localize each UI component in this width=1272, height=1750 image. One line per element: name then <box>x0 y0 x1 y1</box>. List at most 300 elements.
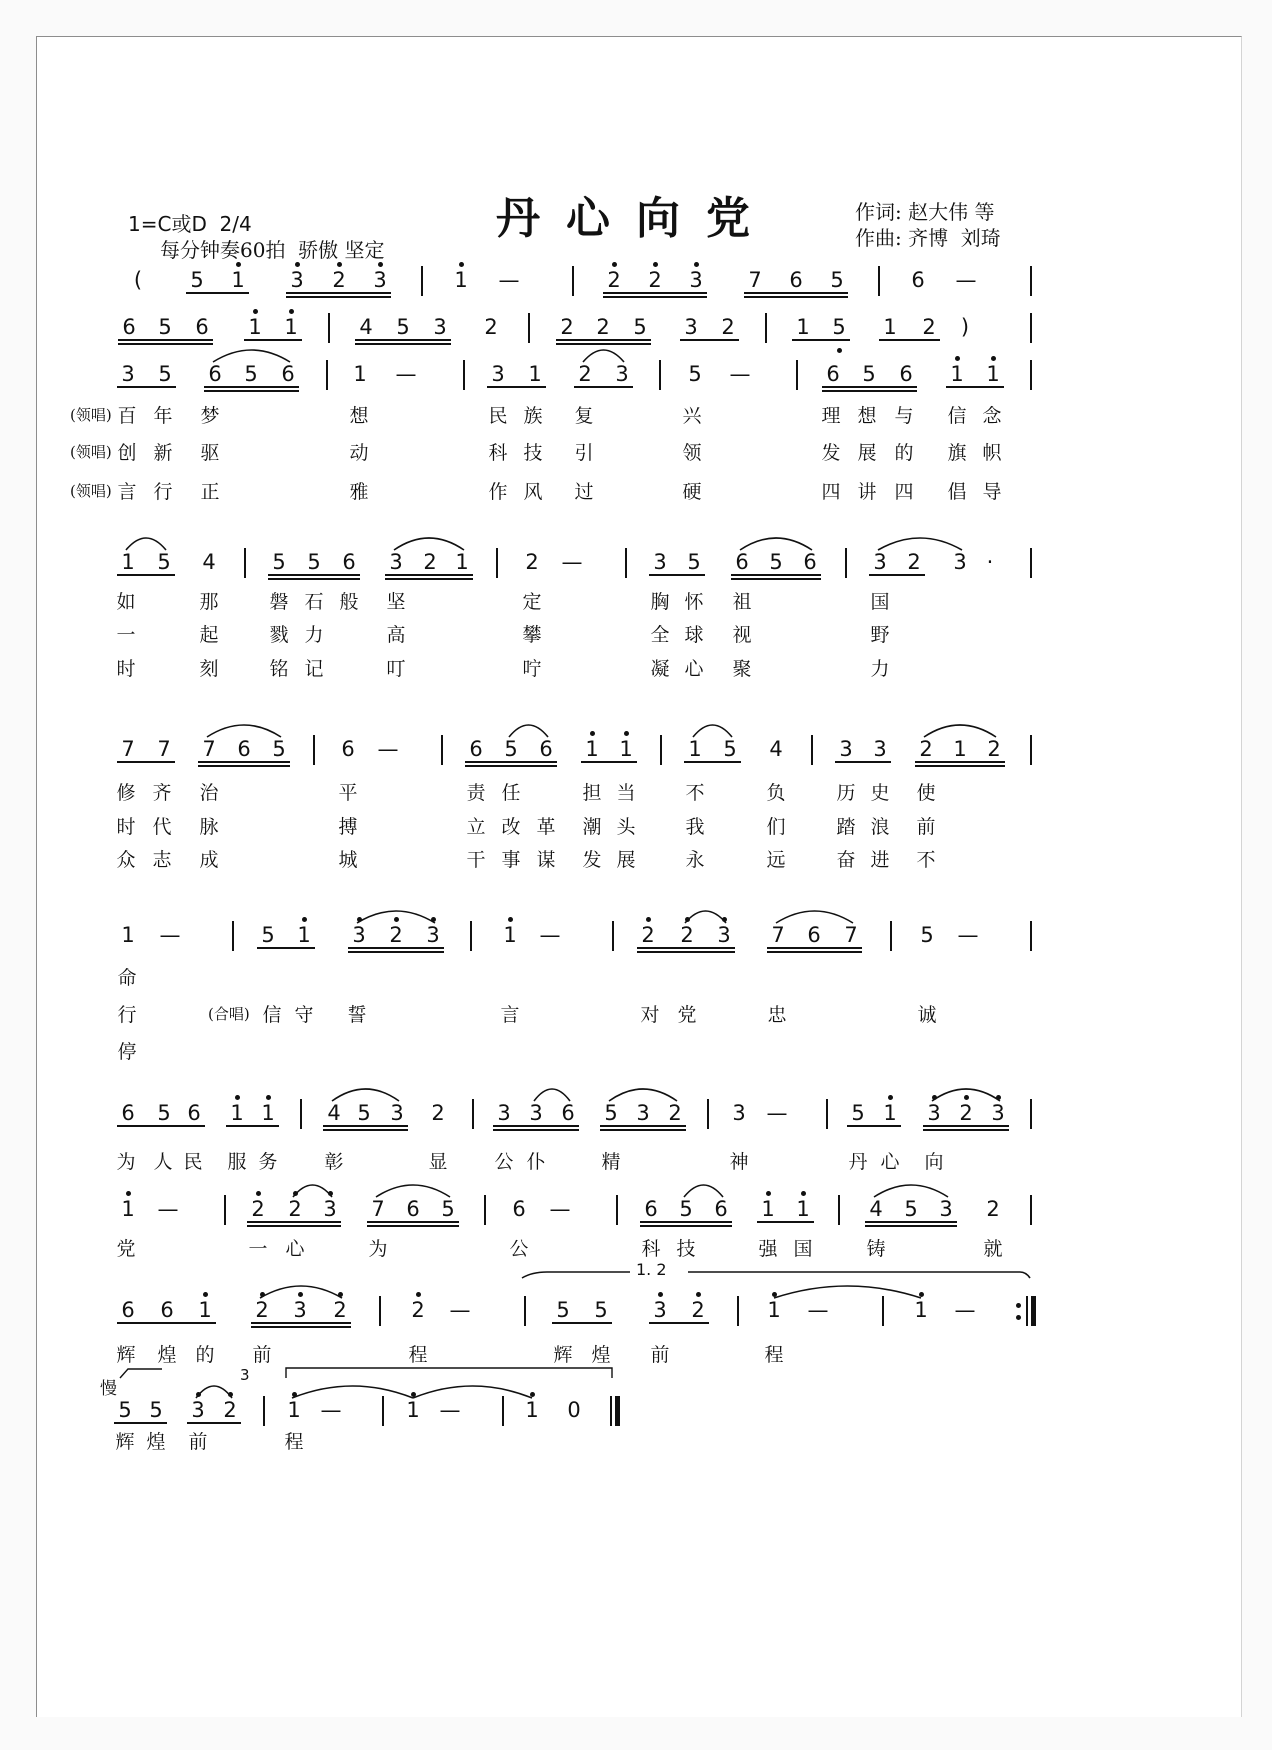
lyric-char: 永 <box>685 849 705 871</box>
lyric-char: 事 <box>501 849 521 871</box>
underline-beam <box>187 1422 241 1424</box>
note: 5 <box>633 315 647 339</box>
slur <box>213 350 290 362</box>
lyric-char: 如 <box>116 591 136 613</box>
note: 6 <box>826 362 840 386</box>
lyric-char: 负 <box>766 782 786 804</box>
underline-beam <box>367 1221 459 1223</box>
lyric-char: 国 <box>870 591 890 613</box>
note: 5 <box>157 1101 171 1125</box>
lyric-char: 修 <box>116 782 136 804</box>
underline-beam <box>114 1422 167 1424</box>
lyric-line <box>0 1147 1272 1175</box>
slur <box>534 1089 570 1101</box>
lyric-line <box>0 812 1272 840</box>
note: — <box>395 362 417 386</box>
underline-beam <box>251 1322 351 1324</box>
slur <box>332 1089 399 1101</box>
underline-beam <box>198 765 290 767</box>
note: 1 <box>455 550 469 574</box>
note: 1 <box>767 1298 781 1322</box>
lyric-line <box>0 620 1272 648</box>
part-label: (领唱) <box>70 406 112 424</box>
lyric-char: 信 <box>947 405 967 427</box>
lyric-char: 聚 <box>732 658 752 680</box>
note: 5 <box>307 550 321 574</box>
lyric-char: 心 <box>684 658 704 680</box>
lyric-char: 民 <box>183 1151 203 1173</box>
note: 1 <box>231 268 245 292</box>
slow-marking: 慢 <box>100 1379 117 1399</box>
note: 3 <box>433 315 447 339</box>
lyric-char: 科 <box>488 442 508 464</box>
note: 3 <box>684 315 698 339</box>
lyric-char: 石 <box>304 591 324 613</box>
underline-beam <box>385 578 473 580</box>
note: 3 <box>615 362 629 386</box>
note: 6 <box>735 550 749 574</box>
lyric-char: 远 <box>766 849 786 871</box>
underline-beam <box>767 947 862 949</box>
underline-beam <box>198 761 290 763</box>
lyric-char: 凝 <box>650 658 670 680</box>
note: 2 <box>525 550 539 574</box>
lyric-char: 记 <box>304 658 324 680</box>
lyric-char: 展 <box>857 442 877 464</box>
note: 5 <box>604 1101 618 1125</box>
note: 3 <box>529 1101 543 1125</box>
key-meter: 1=C或D 2/4 <box>128 212 252 236</box>
note: 7 <box>771 923 785 947</box>
note: 3 <box>426 923 440 947</box>
lyric-char: 时 <box>116 816 136 838</box>
underline-beam <box>684 761 741 763</box>
underline-beam <box>915 761 1005 763</box>
lyric-char: 头 <box>616 816 636 838</box>
underline-beam <box>946 386 1004 388</box>
note: 6 <box>342 550 356 574</box>
lyric-char: 平 <box>338 782 358 804</box>
slur <box>260 1286 342 1298</box>
lyric-char: 仆 <box>526 1151 546 1173</box>
note: 7 <box>157 737 171 761</box>
lyric-char: 言 <box>500 1004 520 1026</box>
lyric-char: 干 <box>466 849 486 871</box>
lyric-char: 神 <box>729 1151 749 1173</box>
lyric-char: 发 <box>821 442 841 464</box>
lyric-char: 历 <box>836 782 856 804</box>
note: — <box>498 268 520 292</box>
note: 3 <box>953 550 967 574</box>
slur <box>509 725 548 737</box>
note: 5 <box>441 1197 455 1221</box>
note: 6 <box>406 1197 420 1221</box>
song-title: 丹心向党 <box>496 193 776 244</box>
underline-beam <box>822 390 917 392</box>
lyric-char: 念 <box>982 405 1002 427</box>
note: — <box>954 1298 976 1322</box>
lyric-char: 程 <box>764 1344 784 1366</box>
slur-layer <box>0 520 1272 560</box>
lyric-char: 城 <box>338 849 358 871</box>
lyric-char: 新 <box>153 442 173 464</box>
note: 6 <box>121 1298 135 1322</box>
lyric-char: 旗 <box>947 442 967 464</box>
slur <box>394 538 464 550</box>
lyric-char: 公 <box>494 1151 514 1173</box>
lyric-char: 成 <box>199 849 219 871</box>
lyric-char: 命 <box>117 967 137 989</box>
music-system <box>0 352 1272 396</box>
lyric-char: 心 <box>285 1238 305 1260</box>
lyric-char: 的 <box>894 442 914 464</box>
underline-beam <box>204 390 299 392</box>
lyric-line <box>0 778 1272 806</box>
underline-beam <box>257 947 315 949</box>
part-label: (合唱) <box>208 1005 250 1023</box>
slur <box>774 1286 921 1298</box>
underline-beam <box>835 761 891 763</box>
lyric-char: 彰 <box>324 1151 344 1173</box>
underline-beam <box>915 765 1005 767</box>
underline-beam <box>247 1225 341 1227</box>
lyric-char: 与 <box>894 405 914 427</box>
note: 1 <box>619 737 633 761</box>
lyric-char: 煌 <box>591 1344 611 1366</box>
lyric-char: 对 <box>640 1004 660 1026</box>
note: 3 <box>373 268 387 292</box>
note: ) <box>960 315 970 339</box>
note: 1 <box>121 550 135 574</box>
note: 2 <box>986 1197 1000 1221</box>
lyric-char: 志 <box>152 849 172 871</box>
note: 2 <box>919 737 933 761</box>
lyric-char: 精 <box>601 1151 621 1173</box>
music-system <box>0 1366 1272 1432</box>
underline-beam <box>204 386 299 388</box>
note: 3 <box>290 268 304 292</box>
note: 5 <box>769 550 783 574</box>
lyric-char: 改 <box>501 816 521 838</box>
note: 1 <box>297 923 311 947</box>
underline-beam <box>465 761 557 763</box>
note: 5 <box>851 1101 865 1125</box>
note: 5 <box>272 550 286 574</box>
lyric-line <box>0 438 1272 466</box>
note: 3 <box>927 1101 941 1125</box>
lyric-char: 戮 <box>269 624 289 646</box>
note: 1 <box>121 1197 135 1221</box>
note: 7 <box>202 737 216 761</box>
underline-beam <box>251 1326 351 1328</box>
note: 5 <box>396 315 410 339</box>
lyric-char: 革 <box>536 816 556 838</box>
note: 5 <box>920 923 934 947</box>
note: — <box>561 550 583 574</box>
underline-beam <box>493 1129 579 1131</box>
slur <box>776 911 853 923</box>
underline-beam <box>367 1225 459 1227</box>
lyric-char: 正 <box>200 481 220 503</box>
underline-beam <box>731 578 821 580</box>
lyric-char: 不 <box>685 782 705 804</box>
lyric-char: 公 <box>509 1238 529 1260</box>
note: 2 <box>959 1101 973 1125</box>
underline-beam <box>640 1221 732 1223</box>
note: 2 <box>721 315 735 339</box>
lyric-char: 强 <box>758 1238 778 1260</box>
note: 5 <box>594 1298 608 1322</box>
note: 2 <box>680 923 694 947</box>
note: 5 <box>904 1197 918 1221</box>
note: 5 <box>149 1398 163 1422</box>
slur <box>740 538 812 550</box>
lyric-char: 刻 <box>199 658 219 680</box>
note: 3 <box>323 1197 337 1221</box>
lyric-char: 发 <box>582 849 602 871</box>
lyric-char: 辉 <box>116 1344 136 1366</box>
note: 6 <box>899 362 913 386</box>
lyric-char: 我 <box>685 816 705 838</box>
note: 5 <box>158 315 172 339</box>
lyricist-credit: 作词: 赵大伟 等 <box>855 200 995 224</box>
underline-beam <box>117 1322 216 1324</box>
lyric-line <box>0 587 1272 615</box>
lyric-char: 时 <box>116 658 136 680</box>
lyric-char: 铭 <box>269 658 289 680</box>
music-system <box>0 913 1272 957</box>
note: 3 <box>293 1298 307 1322</box>
lyric-line <box>0 1234 1272 1262</box>
slur-layer <box>0 893 1272 933</box>
lyric-char: 想 <box>349 405 369 427</box>
note: 6 <box>341 737 355 761</box>
lyric-char: 丹 <box>848 1151 868 1173</box>
lyric-char: 脉 <box>199 816 219 838</box>
slur <box>207 725 281 737</box>
lyric-char: 硬 <box>682 481 702 503</box>
slur <box>684 1185 723 1197</box>
note: 2 <box>411 1298 425 1322</box>
note: 1 <box>688 737 702 761</box>
underline-beam <box>637 947 735 949</box>
lyric-char: 行 <box>153 481 173 503</box>
note: 6 <box>208 362 222 386</box>
slur <box>583 350 624 362</box>
slur <box>932 1089 1000 1101</box>
underline-beam <box>117 761 175 763</box>
lyric-char: 族 <box>523 405 543 427</box>
volta-label: 1. 2 <box>636 1260 667 1279</box>
note: 1 <box>953 737 967 761</box>
lyric-char: 那 <box>199 591 219 613</box>
lyric-char: 忠 <box>767 1004 787 1026</box>
lyric-char: 前 <box>650 1344 670 1366</box>
note: 2 <box>578 362 592 386</box>
note: 1 <box>353 362 367 386</box>
note: 2 <box>423 550 437 574</box>
lyric-line <box>0 1037 1272 1065</box>
underline-beam <box>731 574 821 576</box>
note: 3 <box>732 1101 746 1125</box>
note: · <box>986 550 994 574</box>
note: 4 <box>327 1101 341 1125</box>
note: 1 <box>248 315 262 339</box>
lyric-char: 般 <box>339 591 359 613</box>
lyric-char: 前 <box>188 1431 208 1453</box>
slur-layer <box>0 1071 1272 1111</box>
note: 1 <box>883 1101 897 1125</box>
lyric-char: 叮 <box>386 658 406 680</box>
slur <box>293 1185 332 1197</box>
lyric-char: 务 <box>258 1151 278 1173</box>
note: 7 <box>844 923 858 947</box>
lyric-char: 治 <box>199 782 219 804</box>
lyric-char: 起 <box>199 624 219 646</box>
lyric-char: 胸 <box>650 591 670 613</box>
underline-beam <box>581 761 637 763</box>
underline-beam <box>574 386 633 388</box>
lyric-char: 磐 <box>269 591 289 613</box>
repeat-dot <box>1016 1315 1021 1320</box>
note: 6 <box>469 737 483 761</box>
note: 2 <box>484 315 498 339</box>
lyric-char: 辉 <box>553 1344 573 1366</box>
lyric-char: 浪 <box>870 816 890 838</box>
lyric-char: 攀 <box>522 624 542 646</box>
note: 3 <box>653 550 667 574</box>
lyric-char: 责 <box>466 782 486 804</box>
note: 2 <box>255 1298 269 1322</box>
underline-beam <box>465 765 557 767</box>
lyric-char: 显 <box>428 1151 448 1173</box>
slur <box>878 538 962 550</box>
underline-beam <box>552 1322 612 1324</box>
lyric-line <box>0 654 1272 682</box>
underline-beam <box>822 386 917 388</box>
lyric-char: 全 <box>650 624 670 646</box>
lyric-char: 怀 <box>684 591 704 613</box>
lyric-char: 四 <box>894 481 914 503</box>
note: — <box>157 1197 179 1221</box>
note: 5 <box>830 268 844 292</box>
lyric-char: 技 <box>523 442 543 464</box>
note: 6 <box>187 1101 201 1125</box>
note: ( <box>133 268 143 292</box>
lyric-line <box>0 401 1272 429</box>
note: 6 <box>237 737 251 761</box>
lyric-char: 力 <box>304 624 324 646</box>
lyric-char: 人 <box>153 1151 173 1173</box>
note: 5 <box>688 362 702 386</box>
lyric-char: 们 <box>766 816 786 838</box>
underline-beam <box>637 951 735 953</box>
slur <box>693 725 732 737</box>
note: 0 <box>567 1398 581 1422</box>
underline-beam <box>117 386 176 388</box>
slur <box>609 1089 677 1101</box>
note: 6 <box>121 1101 135 1125</box>
note: 3 <box>389 550 403 574</box>
note: — <box>320 1398 342 1422</box>
lyric-char: 复 <box>574 405 594 427</box>
lyric-char: 担 <box>582 782 602 804</box>
note: 1 <box>986 362 1000 386</box>
underline-beam <box>640 1225 732 1227</box>
lyric-line <box>0 477 1272 505</box>
lyric-char: 诚 <box>917 1004 937 1026</box>
underline-beam <box>323 1125 408 1127</box>
slur <box>924 725 996 737</box>
note: 3 <box>991 1101 1005 1125</box>
underline-beam <box>226 1125 279 1127</box>
lyric-char: 理 <box>821 405 841 427</box>
underline-beam <box>117 574 175 576</box>
lyric-char: 动 <box>349 442 369 464</box>
note: 1 <box>261 1101 275 1125</box>
lyric-char: 作 <box>488 481 508 503</box>
lyric-char: 停 <box>117 1041 137 1063</box>
note: 6 <box>644 1197 658 1221</box>
note: 1 <box>454 268 468 292</box>
underline-beam <box>247 1221 341 1223</box>
note: 2 <box>333 1298 347 1322</box>
note: 3 <box>191 1398 205 1422</box>
lyric-char: 想 <box>857 405 877 427</box>
note: 5 <box>723 737 737 761</box>
lyric-char: 为 <box>368 1238 388 1260</box>
slur <box>413 1386 532 1398</box>
lyric-char: 一 <box>116 624 136 646</box>
ritardando-line <box>120 1369 162 1378</box>
extended-bracket <box>286 1368 612 1378</box>
note: 3 <box>689 268 703 292</box>
note: 2 <box>668 1101 682 1125</box>
note: 2 <box>987 737 1001 761</box>
note: 1 <box>284 315 298 339</box>
note: 6 <box>807 923 821 947</box>
note: 6 <box>911 268 925 292</box>
lyric-char: 定 <box>522 591 542 613</box>
underline-beam <box>649 1322 709 1324</box>
note: 6 <box>789 268 803 292</box>
lyric-char: 驱 <box>200 442 220 464</box>
note: 1 <box>121 923 135 947</box>
lyric-char: 雅 <box>349 481 369 503</box>
lyric-char: 心 <box>880 1151 900 1173</box>
lyric-char: 守 <box>294 1004 314 1026</box>
lyric-char: 前 <box>916 816 936 838</box>
note: 1 <box>883 315 897 339</box>
note: 2 <box>251 1197 265 1221</box>
underline-beam <box>757 1221 814 1223</box>
lyric-char: 高 <box>386 624 406 646</box>
note: 5 <box>157 550 171 574</box>
note: 5 <box>504 737 518 761</box>
underline-beam <box>600 1125 686 1127</box>
lyric-line <box>0 963 1272 991</box>
lyric-char: 年 <box>153 405 173 427</box>
underline-beam <box>869 574 925 576</box>
underline-beam <box>847 1125 901 1127</box>
part-label: (领唱) <box>70 482 112 500</box>
note: 3 <box>873 550 887 574</box>
note: 3 <box>497 1101 511 1125</box>
slur-layer <box>0 332 1272 372</box>
underline-beam <box>767 951 862 953</box>
lyric-char: 祖 <box>732 591 752 613</box>
note: 3 <box>636 1101 650 1125</box>
